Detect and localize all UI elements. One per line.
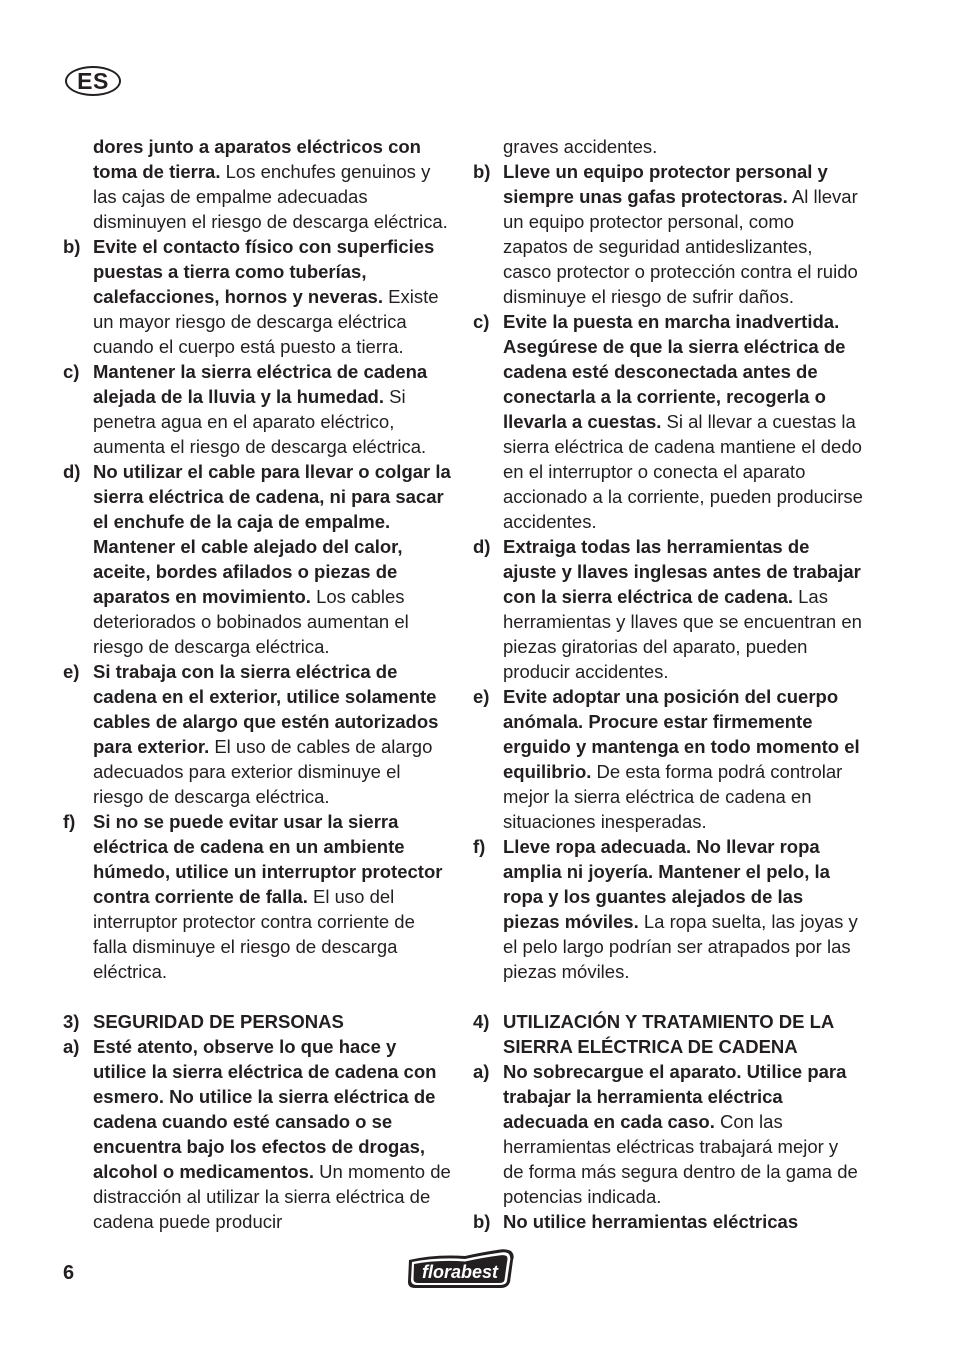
item-body	[503, 534, 863, 684]
list-item	[63, 1034, 453, 1234]
item-label: b)	[473, 161, 491, 182]
item-text: Las herramientas y llaves que se encuentran en piezas giratorias del aparato, pueden producir accidentes.	[503, 586, 862, 682]
item-label: e)	[63, 661, 80, 682]
section-title: UTILIZACIÓN Y TRATAMIENTO DE LA SIERRA ELÉCTRICA DE CADENA	[503, 1011, 834, 1057]
list-item	[63, 459, 453, 659]
item-bold: Evite la puesta en marcha inadvertida. Asegúrese de que la sierra eléctrica de cadena esté desconectada antes de conectarla a la corriente, recogerla o llevarla a cuestas.	[503, 311, 846, 432]
section-number: 3)	[63, 1011, 80, 1032]
item-body	[93, 809, 453, 984]
item-bold: No utilice herramientas eléctricas	[503, 1211, 799, 1232]
item-label: c)	[63, 361, 80, 382]
list-item	[473, 1209, 863, 1234]
item-bold: Extraiga todas las herramientas de ajuste y llaves inglesas antes de trabajar con la sierra eléctrica de cadena.	[503, 536, 861, 607]
item-label: a)	[473, 1061, 490, 1082]
right-column	[473, 134, 863, 1234]
list-item	[63, 659, 453, 809]
item-label: d)	[473, 536, 491, 557]
item-body	[503, 1209, 863, 1234]
logo-wordmark: florabest	[421, 1262, 499, 1282]
continuation-bold: dores junto a aparatos eléctricos con toma de tierra.	[93, 136, 421, 182]
item-bold: Lleve ropa adecuada. No llevar ropa amplia ni joyería. Mantener el pelo, la ropa y los guantes alejados de las piezas móviles.	[503, 836, 830, 932]
item-text: De esta forma podrá controlar mejor la sierra eléctrica de cadena en situaciones inesperadas.	[503, 761, 843, 832]
list-item	[473, 834, 863, 984]
item-body	[93, 359, 453, 459]
item-text: Existe un mayor riesgo de descarga eléctrica cuando el cuerpo está puesto a tierra.	[93, 286, 439, 357]
item-bold: Si trabaja con la sierra eléctrica de cadena en el exterior, utilice solamente cables de alargo que estén autorizados para exterior.	[93, 661, 439, 757]
item-text: El uso del interruptor protector contra corriente de falla disminuye el riesgo de descarga eléctrica.	[93, 886, 415, 982]
section-title: SEGURIDAD DE PERSONAS	[93, 1011, 344, 1032]
spacer	[473, 984, 863, 1009]
item-text: Un momento de distracción al utilizar la sierra eléctrica de cadena puede producir	[93, 1161, 451, 1232]
item-body	[93, 1034, 453, 1234]
item-text: Si al llevar a cuestas la sierra eléctrica de cadena mantiene el dedo en el interruptor o conecta el aparato accionado a la corriente, pueden producirse accidentes.	[503, 411, 863, 532]
item-text: El uso de cables de alargo adecuados para exterior disminuye el riesgo de descarga eléctrica.	[93, 736, 433, 807]
item-body	[503, 1059, 863, 1209]
spacer	[63, 984, 453, 1009]
continuation-paragraph	[63, 134, 453, 234]
item-bold: Evite el contacto físico con superficies puestas a tierra como tuberías, calefacciones, hornos y neveras.	[93, 236, 435, 307]
item-body	[93, 234, 453, 359]
item-bold: Esté atento, observe lo que hace y utilice la sierra eléctrica de cadena con esmero. No utilice la sierra eléctrica de cadena cuando esté cansado o se encuentra bajo los efectos de drogas, alcohol o medicamentos.	[93, 1036, 437, 1182]
item-label: f)	[63, 811, 76, 832]
item-text: Al llevar un equipo protector personal, como zapatos de seguridad antideslizantes, casco protector o protección contra el ruido disminuye el riesgo de sufrir daños.	[503, 186, 858, 307]
item-body	[503, 309, 863, 534]
section-heading	[473, 1009, 863, 1059]
list-item	[473, 534, 863, 684]
item-text: Con las herramientas eléctricas trabajará mejor y de forma más segura dentro de la gama de potencias indicada.	[503, 1111, 858, 1207]
item-label: d)	[63, 461, 81, 482]
item-label: f)	[473, 836, 486, 857]
list-item	[63, 234, 453, 359]
list-item	[473, 1059, 863, 1209]
list-item	[473, 159, 863, 309]
list-item	[63, 809, 453, 984]
continuation-paragraph	[473, 134, 863, 159]
item-text: Si penetra agua en el aparato eléctrico, aumenta el riesgo de descarga eléctrica.	[93, 386, 427, 457]
language-badge: ES	[65, 66, 121, 96]
florabest-logo	[405, 1246, 519, 1290]
item-bold: Evite adoptar una posición del cuerpo anómala. Procure estar firmemente erguido y mantenga en todo momento el equilibrio.	[503, 686, 860, 782]
item-body	[503, 834, 863, 984]
section-number: 4)	[473, 1011, 490, 1032]
item-text: La ropa suelta, las joyas y el pelo largo podrían ser atrapados por las piezas móviles.	[503, 911, 858, 982]
page-number: 6	[63, 1262, 75, 1284]
item-bold: Si no se puede evitar usar la sierra eléctrica de cadena en un ambiente húmedo, utilice un interruptor protector contra corriente de falla.	[93, 811, 443, 907]
item-label: b)	[63, 236, 81, 257]
item-bold: Mantener la sierra eléctrica de cadena alejada de la lluvia y la humedad.	[93, 361, 428, 407]
left-column	[63, 134, 453, 1234]
item-body	[503, 159, 863, 309]
item-text: Los cables deteriorados o bobinados aumentan el riesgo de descarga eléctrica.	[93, 586, 409, 657]
item-label: e)	[473, 686, 490, 707]
item-bold: No utilizar el cable para llevar o colgar la sierra eléctrica de cadena, ni para sacar el enchufe de la caja de empalme. Mantener el cable alejado del calor, aceite, bordes afilados o piezas de aparatos en movimiento.	[93, 461, 451, 607]
item-bold: No sobrecargue el aparato. Utilice para trabajar la herramienta eléctrica adecuada en cada caso.	[503, 1061, 847, 1132]
item-label: c)	[473, 311, 490, 332]
item-body	[503, 684, 863, 834]
item-body	[93, 459, 453, 659]
item-bold: Lleve un equipo protector personal y siempre unas gafas protectoras.	[503, 161, 828, 207]
item-label: b)	[473, 1211, 491, 1232]
continuation-text: graves accidentes.	[503, 136, 658, 157]
section-heading	[63, 1009, 453, 1034]
list-item	[473, 309, 863, 534]
item-label: a)	[63, 1036, 80, 1057]
item-body	[93, 659, 453, 809]
list-item	[63, 359, 453, 459]
continuation-text: Los enchufes genuinos y las cajas de empalme adecuadas disminuyen el riesgo de descarga eléctrica.	[93, 161, 448, 232]
list-item	[473, 684, 863, 834]
